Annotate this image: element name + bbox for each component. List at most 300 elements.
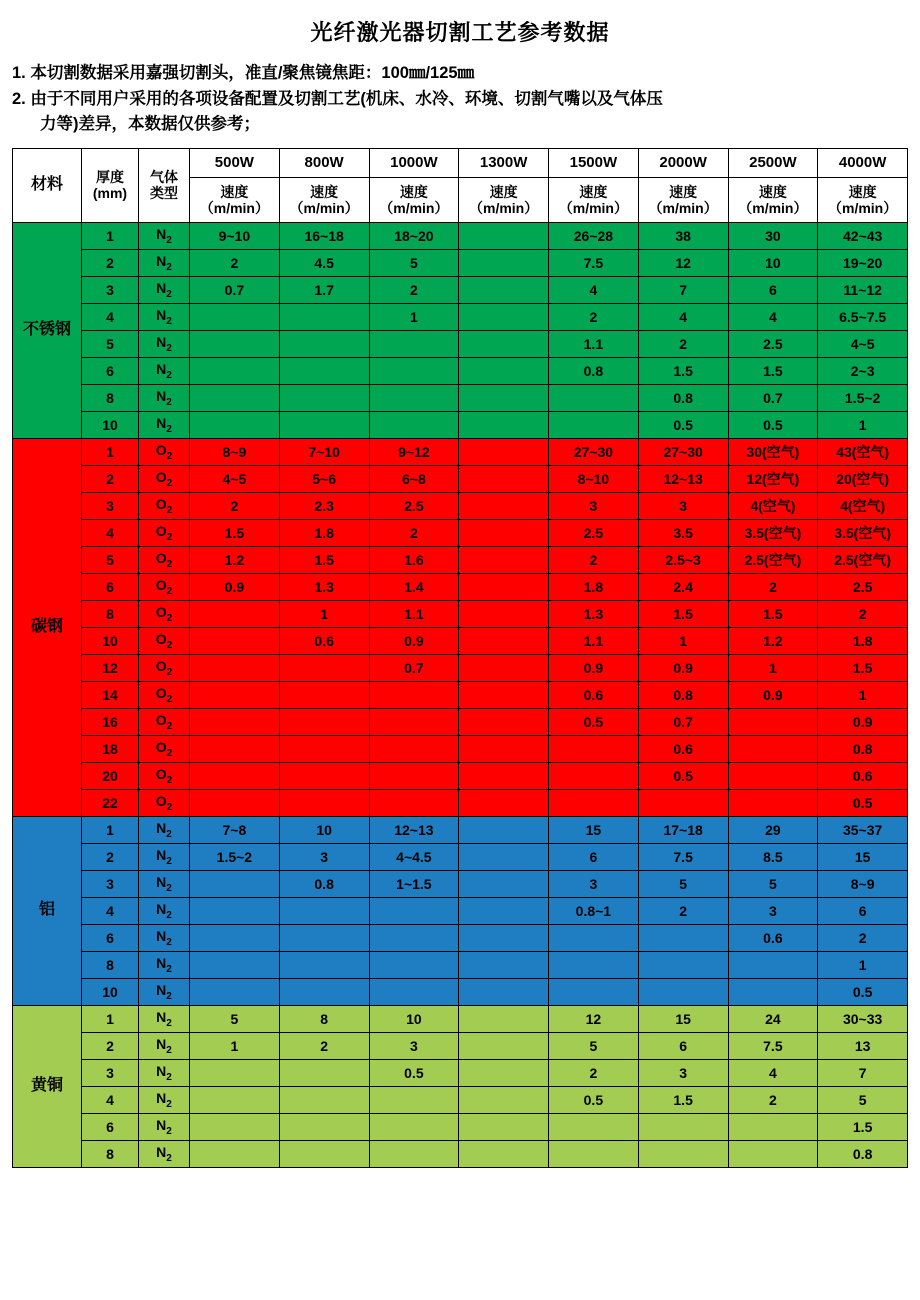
- speed-cell: 24: [728, 1005, 818, 1032]
- thickness-cell: 8: [82, 951, 139, 978]
- speed-cell: [279, 951, 369, 978]
- speed-cell: 0.9: [818, 708, 908, 735]
- speed-cell: [549, 384, 639, 411]
- speed-cell: 8.5: [728, 843, 818, 870]
- speed-unit: （m/min）: [379, 199, 449, 216]
- speed-cell: 5: [369, 249, 459, 276]
- table-row: [13, 600, 908, 627]
- thickness-cell: 6: [82, 1113, 139, 1140]
- speed-cell: 2: [818, 924, 908, 951]
- speed-cell: 2: [549, 303, 639, 330]
- speed-cell: [190, 1113, 280, 1140]
- speed-cell: [190, 411, 280, 438]
- speed-label: 速度: [399, 183, 428, 200]
- speed-cell: 3.5(空气): [818, 519, 908, 546]
- gas-type-cell: $N_2$: [139, 249, 190, 276]
- speed-unit: （m/min）: [558, 199, 628, 216]
- speed-label: 速度: [579, 183, 608, 200]
- speed-cell: 0.5: [638, 762, 728, 789]
- speed-cell: [728, 789, 818, 816]
- speed-cell: 1.8: [818, 627, 908, 654]
- speed-cell: 27~30: [638, 438, 728, 465]
- speed-cell: 0.6: [638, 735, 728, 762]
- speed-cell: [369, 330, 459, 357]
- speed-cell: 15: [638, 1005, 728, 1032]
- speed-cell: [459, 1113, 549, 1140]
- header-speed-800w: [279, 177, 369, 222]
- speed-cell: [459, 897, 549, 924]
- speed-cell: [190, 1086, 280, 1113]
- speed-cell: [459, 492, 549, 519]
- speed-cell: 2: [369, 276, 459, 303]
- speed-cell: [638, 924, 728, 951]
- gas-type-cell: $N_2$: [139, 222, 190, 249]
- speed-label: 速度: [669, 183, 698, 200]
- speed-cell: 7~10: [279, 438, 369, 465]
- speed-cell: [369, 357, 459, 384]
- thickness-cell: 6: [82, 573, 139, 600]
- speed-cell: 1: [369, 303, 459, 330]
- thickness-cell: 1: [82, 1005, 139, 1032]
- gas-type-cell: $N_2$: [139, 1032, 190, 1059]
- speed-cell: [459, 276, 549, 303]
- speed-cell: [279, 411, 369, 438]
- table-row: [13, 654, 908, 681]
- table-row: [13, 249, 908, 276]
- speed-cell: 38: [638, 222, 728, 249]
- speed-cell: 6: [549, 843, 639, 870]
- header-power-2000w: 2000W: [638, 148, 728, 177]
- table-row: [13, 573, 908, 600]
- speed-cell: 4~5: [818, 330, 908, 357]
- speed-cell: 0.7: [190, 276, 280, 303]
- speed-cell: 0.6: [818, 762, 908, 789]
- speed-cell: [279, 978, 369, 1005]
- speed-cell: 2: [638, 897, 728, 924]
- speed-cell: [459, 330, 549, 357]
- speed-cell: 8~10: [549, 465, 639, 492]
- speed-cell: 16~18: [279, 222, 369, 249]
- speed-label: 速度: [848, 183, 877, 200]
- speed-cell: 2.5(空气): [818, 546, 908, 573]
- speed-cell: 12(空气): [728, 465, 818, 492]
- speed-unit: （m/min）: [199, 199, 269, 216]
- speed-cell: 42~43: [818, 222, 908, 249]
- speed-cell: [459, 681, 549, 708]
- speed-cell: 1.1: [549, 627, 639, 654]
- speed-cell: 4: [728, 303, 818, 330]
- speed-cell: 30~33: [818, 1005, 908, 1032]
- speed-cell: [459, 519, 549, 546]
- gas-type-cell: $O_2$: [139, 438, 190, 465]
- speed-cell: [190, 1059, 280, 1086]
- speed-cell: 4(空气): [818, 492, 908, 519]
- speed-cell: 1.4: [369, 573, 459, 600]
- speed-cell: [190, 789, 280, 816]
- speed-cell: [190, 762, 280, 789]
- speed-cell: 0.5: [638, 411, 728, 438]
- speed-cell: [190, 735, 280, 762]
- speed-cell: 0.8: [818, 735, 908, 762]
- thickness-cell: 2: [82, 1032, 139, 1059]
- gas-type-cell: $O_2$: [139, 681, 190, 708]
- speed-cell: [279, 384, 369, 411]
- speed-cell: [459, 465, 549, 492]
- speed-cell: 7: [818, 1059, 908, 1086]
- speed-cell: 6~8: [369, 465, 459, 492]
- thickness-cell: 4: [82, 303, 139, 330]
- speed-cell: [369, 735, 459, 762]
- speed-cell: [369, 384, 459, 411]
- speed-cell: 2: [728, 1086, 818, 1113]
- thickness-cell: 4: [82, 897, 139, 924]
- thickness-cell: 3: [82, 870, 139, 897]
- speed-cell: 2.5~3: [638, 546, 728, 573]
- speed-cell: 3.5(空气): [728, 519, 818, 546]
- speed-cell: 5: [818, 1086, 908, 1113]
- speed-cell: [549, 411, 639, 438]
- speed-cell: 7.5: [638, 843, 728, 870]
- speed-cell: 2: [728, 573, 818, 600]
- table-row: [13, 519, 908, 546]
- header-speed-500w: [190, 177, 280, 222]
- speed-cell: 0.8: [549, 357, 639, 384]
- header-speed-4000w: [818, 177, 908, 222]
- speed-cell: [190, 384, 280, 411]
- speed-cell: [369, 681, 459, 708]
- speed-cell: 3: [549, 492, 639, 519]
- header-thickness: [82, 148, 139, 222]
- table-row: [13, 924, 908, 951]
- speed-cell: 0.7: [638, 708, 728, 735]
- table-row: [13, 681, 908, 708]
- speed-cell: [459, 546, 549, 573]
- speed-cell: [369, 897, 459, 924]
- gas-type-cell: $N_2$: [139, 843, 190, 870]
- thickness-cell: 10: [82, 411, 139, 438]
- gas-type-cell: $O_2$: [139, 708, 190, 735]
- speed-cell: [549, 1140, 639, 1167]
- table-row: [13, 735, 908, 762]
- speed-cell: [459, 1086, 549, 1113]
- speed-cell: [459, 627, 549, 654]
- speed-cell: 15: [818, 843, 908, 870]
- thickness-cell: 10: [82, 627, 139, 654]
- speed-cell: 10: [369, 1005, 459, 1032]
- speed-cell: 2.5: [728, 330, 818, 357]
- speed-cell: 12~13: [369, 816, 459, 843]
- speed-cell: 6: [638, 1032, 728, 1059]
- speed-cell: 0.5: [728, 411, 818, 438]
- speed-cell: 5: [638, 870, 728, 897]
- table-row: [13, 978, 908, 1005]
- speed-cell: 43(空气): [818, 438, 908, 465]
- thickness-cell: 16: [82, 708, 139, 735]
- speed-cell: [190, 681, 280, 708]
- speed-cell: 4(空气): [728, 492, 818, 519]
- speed-cell: 1.3: [549, 600, 639, 627]
- speed-cell: [459, 924, 549, 951]
- thickness-cell: 4: [82, 519, 139, 546]
- speed-cell: 0.7: [728, 384, 818, 411]
- gas-type-cell: $N_2$: [139, 1086, 190, 1113]
- speed-cell: [279, 735, 369, 762]
- speed-cell: [459, 870, 549, 897]
- speed-cell: 5: [190, 1005, 280, 1032]
- speed-cell: 3: [728, 897, 818, 924]
- speed-cell: 0.8: [638, 384, 728, 411]
- speed-cell: 0.7: [369, 654, 459, 681]
- thickness-cell: 8: [82, 600, 139, 627]
- speed-cell: 0.9: [369, 627, 459, 654]
- speed-cell: 15: [549, 816, 639, 843]
- speed-unit: （m/min）: [469, 199, 539, 216]
- speed-cell: [369, 411, 459, 438]
- speed-cell: 9~10: [190, 222, 280, 249]
- table-row: [13, 1059, 908, 1086]
- speed-cell: 2: [549, 1059, 639, 1086]
- speed-cell: 30(空气): [728, 438, 818, 465]
- speed-cell: [459, 600, 549, 627]
- speed-cell: 12: [638, 249, 728, 276]
- speed-cell: 3: [549, 870, 639, 897]
- speed-label: 速度: [489, 183, 518, 200]
- speed-cell: 0.5: [549, 708, 639, 735]
- speed-cell: 19~20: [818, 249, 908, 276]
- speed-cell: [190, 897, 280, 924]
- speed-cell: 8~9: [818, 870, 908, 897]
- header-power-1500w: 1500W: [549, 148, 639, 177]
- speed-cell: 0.5: [818, 789, 908, 816]
- speed-cell: 1.5: [818, 1113, 908, 1140]
- speed-cell: [279, 789, 369, 816]
- thickness-cell: 2: [82, 843, 139, 870]
- speed-cell: 1.5: [190, 519, 280, 546]
- speed-cell: 1.2: [728, 627, 818, 654]
- speed-cell: [638, 1113, 728, 1140]
- speed-cell: 1.5: [279, 546, 369, 573]
- table-row: [13, 438, 908, 465]
- notes-block: [12, 61, 908, 138]
- speed-cell: [459, 1059, 549, 1086]
- speed-cell: 1: [190, 1032, 280, 1059]
- speed-cell: 1.8: [279, 519, 369, 546]
- speed-cell: [459, 1032, 549, 1059]
- thickness-cell: 20: [82, 762, 139, 789]
- gas-type-cell: $N_2$: [139, 1113, 190, 1140]
- speed-cell: 29: [728, 816, 818, 843]
- speed-cell: [459, 978, 549, 1005]
- material-name-cell: 不锈钢: [13, 222, 82, 438]
- speed-cell: [549, 735, 639, 762]
- speed-cell: 5: [728, 870, 818, 897]
- gas-type-cell: $N_2$: [139, 924, 190, 951]
- header-power-1300w: 1300W: [459, 148, 549, 177]
- table-row: [13, 708, 908, 735]
- speed-cell: 4.5: [279, 249, 369, 276]
- speed-cell: 2: [190, 492, 280, 519]
- speed-cell: [459, 384, 549, 411]
- speed-cell: 1.6: [369, 546, 459, 573]
- speed-cell: 1: [638, 627, 728, 654]
- speed-cell: 0.9: [190, 573, 280, 600]
- table-row: [13, 1113, 908, 1140]
- speed-cell: 3: [638, 1059, 728, 1086]
- speed-cell: [369, 978, 459, 1005]
- speed-cell: [369, 1113, 459, 1140]
- speed-cell: 0.5: [549, 1086, 639, 1113]
- speed-label: 速度: [310, 183, 339, 200]
- speed-cell: 2: [190, 249, 280, 276]
- table-row: [13, 897, 908, 924]
- speed-cell: 2.4: [638, 573, 728, 600]
- gas-type-cell: $N_2$: [139, 978, 190, 1005]
- gas-type-cell: $O_2$: [139, 762, 190, 789]
- speed-cell: [279, 681, 369, 708]
- speed-cell: 27~30: [549, 438, 639, 465]
- table-row: [13, 222, 908, 249]
- speed-cell: [279, 897, 369, 924]
- table-row: [13, 1140, 908, 1167]
- material-name-cell: 碳钢: [13, 438, 82, 816]
- gas-type-cell: $O_2$: [139, 789, 190, 816]
- speed-cell: 0.9: [728, 681, 818, 708]
- table-row: [13, 546, 908, 573]
- gas-type-cell: $O_2$: [139, 654, 190, 681]
- material-name-cell: 黄铜: [13, 1005, 82, 1167]
- gas-type-cell: $O_2$: [139, 573, 190, 600]
- thickness-cell: 3: [82, 276, 139, 303]
- speed-cell: [638, 978, 728, 1005]
- gas-type-cell: $N_2$: [139, 1140, 190, 1167]
- speed-cell: 2~3: [818, 357, 908, 384]
- speed-cell: [279, 708, 369, 735]
- speed-cell: 7.5: [728, 1032, 818, 1059]
- table-row: [13, 303, 908, 330]
- speed-cell: [279, 1140, 369, 1167]
- speed-cell: [369, 762, 459, 789]
- speed-cell: 3: [369, 1032, 459, 1059]
- speed-cell: 0.8: [638, 681, 728, 708]
- speed-cell: 17~18: [638, 816, 728, 843]
- speed-cell: 10: [728, 249, 818, 276]
- speed-cell: 4~5: [190, 465, 280, 492]
- speed-cell: [459, 1140, 549, 1167]
- speed-cell: 2.3: [279, 492, 369, 519]
- speed-cell: [190, 870, 280, 897]
- table-row: [13, 1005, 908, 1032]
- speed-cell: [459, 411, 549, 438]
- thickness-cell: 12: [82, 654, 139, 681]
- thickness-cell: 1: [82, 222, 139, 249]
- speed-cell: [459, 357, 549, 384]
- speed-cell: 6: [728, 276, 818, 303]
- speed-cell: [190, 303, 280, 330]
- speed-cell: 0.6: [549, 681, 639, 708]
- speed-cell: [638, 951, 728, 978]
- speed-cell: 6.5~7.5: [818, 303, 908, 330]
- speed-cell: [459, 708, 549, 735]
- note-line-2: 2. 由于不同用户采用的各项设备配置及切割工艺(机床、水冷、环境、切割气嘴以及气体压: [12, 89, 663, 108]
- gas-type-cell: $N_2$: [139, 1005, 190, 1032]
- speed-cell: 7.5: [549, 249, 639, 276]
- header-speed-1300w: [459, 177, 549, 222]
- speed-unit: （m/min）: [828, 199, 898, 216]
- gas-type-cell: $O_2$: [139, 627, 190, 654]
- speed-cell: 1~1.5: [369, 870, 459, 897]
- table-row: [13, 627, 908, 654]
- speed-cell: 30: [728, 222, 818, 249]
- speed-cell: 1: [728, 654, 818, 681]
- speed-cell: 11~12: [818, 276, 908, 303]
- speed-cell: 3: [638, 492, 728, 519]
- speed-cell: 6: [818, 897, 908, 924]
- speed-cell: 26~28: [549, 222, 639, 249]
- speed-cell: 3.5: [638, 519, 728, 546]
- speed-cell: [369, 951, 459, 978]
- speed-cell: [279, 762, 369, 789]
- table-row: [13, 951, 908, 978]
- thickness-cell: 18: [82, 735, 139, 762]
- gas-type-cell: $N_2$: [139, 276, 190, 303]
- speed-cell: [549, 1113, 639, 1140]
- thickness-cell: 1: [82, 438, 139, 465]
- speed-cell: 2: [369, 519, 459, 546]
- gas-type-cell: $O_2$: [139, 735, 190, 762]
- speed-cell: [279, 1086, 369, 1113]
- speed-cell: [459, 654, 549, 681]
- speed-cell: 2: [818, 600, 908, 627]
- speed-cell: 1.2: [190, 546, 280, 573]
- gas-type-cell: $O_2$: [139, 492, 190, 519]
- header-speed-1500w: [549, 177, 639, 222]
- speed-cell: 8~9: [190, 438, 280, 465]
- gas-type-cell: $N_2$: [139, 303, 190, 330]
- speed-cell: 1.1: [549, 330, 639, 357]
- header-thickness-line2: (mm): [92, 185, 128, 202]
- speed-cell: 2: [638, 330, 728, 357]
- table-row: [13, 870, 908, 897]
- speed-cell: 0.8: [279, 870, 369, 897]
- speed-cell: 7: [638, 276, 728, 303]
- speed-cell: [369, 1086, 459, 1113]
- speed-cell: 3: [279, 843, 369, 870]
- speed-cell: [190, 978, 280, 1005]
- speed-cell: 2.5: [549, 519, 639, 546]
- speed-cell: [279, 924, 369, 951]
- speed-cell: 2: [549, 546, 639, 573]
- speed-cell: 5: [549, 1032, 639, 1059]
- speed-cell: 4: [638, 303, 728, 330]
- speed-cell: [459, 735, 549, 762]
- speed-cell: 0.9: [549, 654, 639, 681]
- thickness-cell: 22: [82, 789, 139, 816]
- table-row: [13, 330, 908, 357]
- speed-cell: 8: [279, 1005, 369, 1032]
- speed-cell: [279, 1059, 369, 1086]
- speed-cell: 0.9: [638, 654, 728, 681]
- speed-cell: 0.6: [728, 924, 818, 951]
- thickness-cell: 8: [82, 384, 139, 411]
- speed-cell: 2.5(空气): [728, 546, 818, 573]
- gas-type-cell: $O_2$: [139, 600, 190, 627]
- header-power-500w: 500W: [190, 148, 280, 177]
- speed-cell: [549, 762, 639, 789]
- table-row: [13, 276, 908, 303]
- speed-unit: （m/min）: [289, 199, 359, 216]
- thickness-cell: 6: [82, 357, 139, 384]
- thickness-cell: 2: [82, 465, 139, 492]
